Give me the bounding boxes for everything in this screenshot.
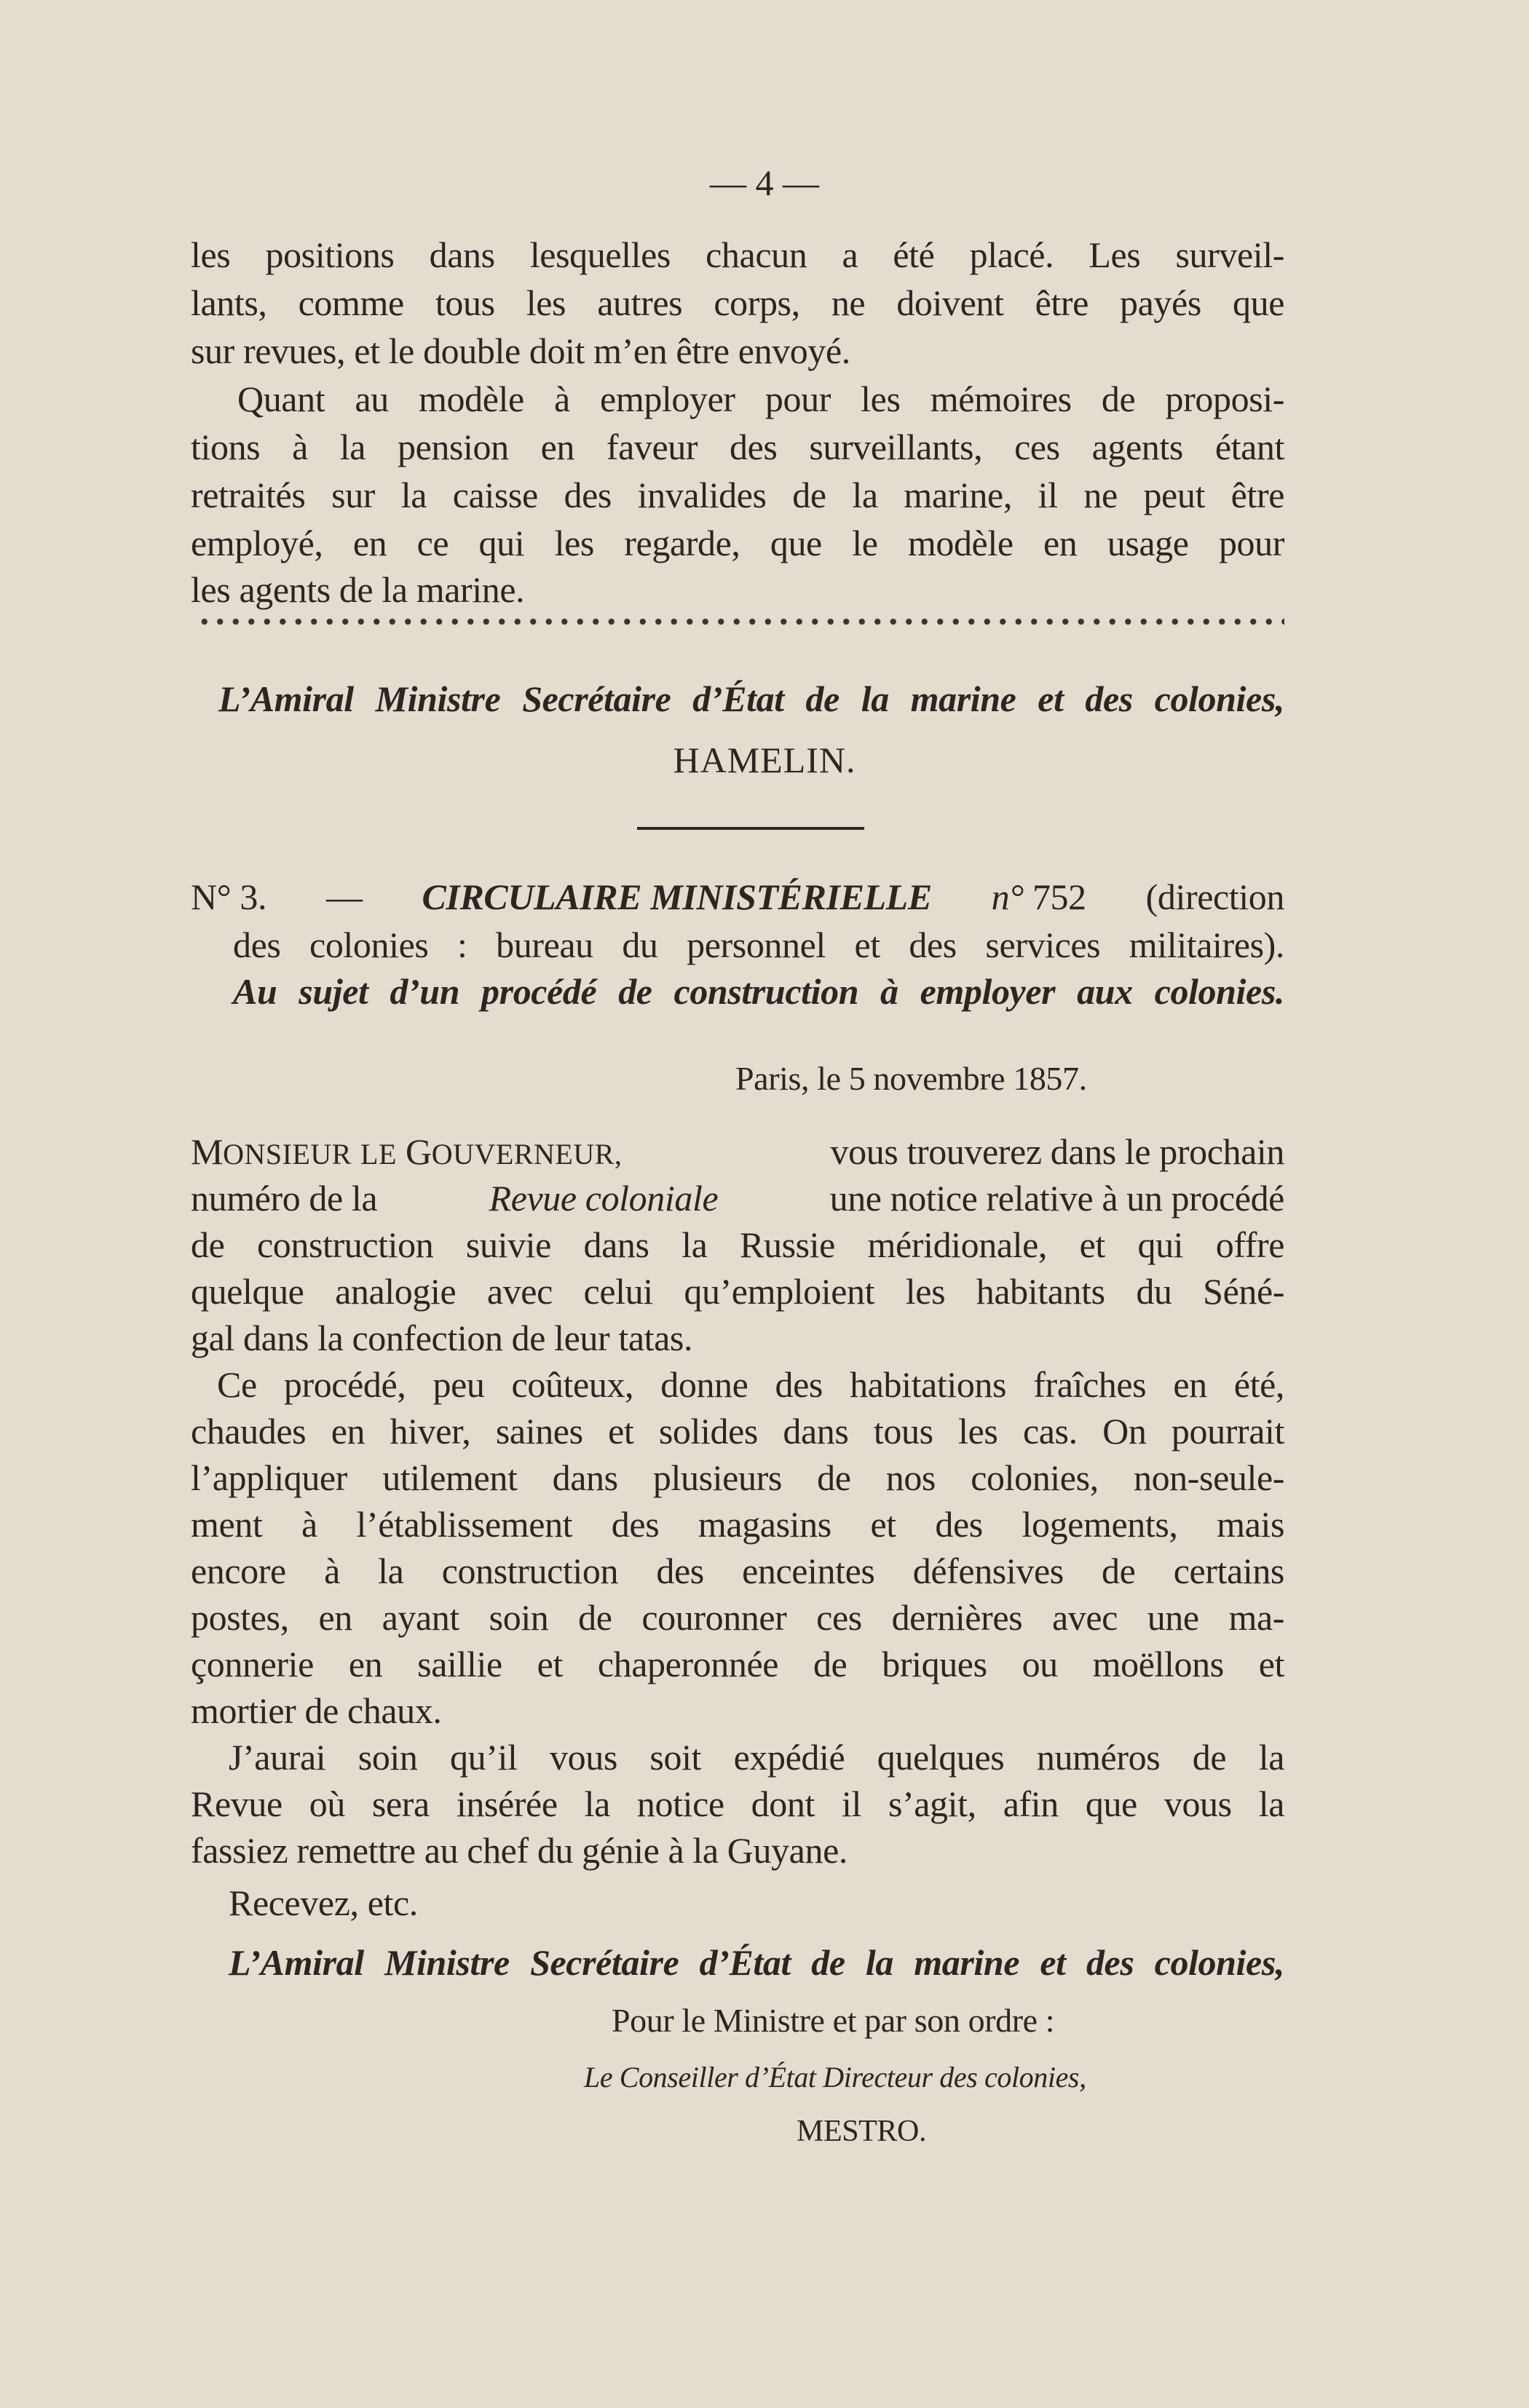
body-line: çonnerie en saillie et chaperonnée de briques ou moëllons et <box>191 1644 1284 1684</box>
paragraph-line: employé, en ce qui les regarde, que le modèle en usage pour <box>191 523 1284 563</box>
paragraph-line: Quant au modèle à employer pour les mémoires de proposi- <box>237 379 1284 419</box>
revue-coloniale-title: Revue coloniale <box>489 1178 719 1219</box>
circular-number: N° 3. <box>191 876 267 917</box>
paragraph-line: les positions dans lesquelles chacun a été placé. Les surveil- <box>191 234 1284 275</box>
body-line: J’aurai soin qu’il vous soit expédié quelques numéros de la <box>229 1737 1284 1778</box>
by-order-line: Pour le Ministre et par son ordre : <box>612 2002 1055 2039</box>
body-line: fassiez remettre au chef du génie à la Guyane. <box>191 1830 848 1871</box>
body-line: Ce procédé, peu coûteux, donne des habitations fraîches en été, <box>217 1364 1284 1405</box>
circular-subject: Au sujet d’un procédé de construction à employer aux colonies. <box>233 971 1284 1012</box>
body-line: numéro de la Revue coloniale une notice relative à un procédé <box>191 1175 1284 1221</box>
number-label: n° <box>991 876 1024 917</box>
body-line: de construction suivie dans la Russie méridionale, et qui offre <box>191 1224 1284 1265</box>
date-line: Paris, le 5 novembre 1857. <box>735 1060 1087 1097</box>
body-line: gal dans la confection de leur tatas. <box>191 1318 693 1358</box>
signature-title: L’Amiral Ministre Secrétaire d’État de la marine et des colonies, <box>229 1942 1284 1983</box>
paragraph-line: lants, comme tous les autres corps, ne doivent être payés que <box>191 282 1284 323</box>
salutation-line <box>191 1128 1284 1178</box>
signature-name: MESTRO. <box>797 2115 927 2148</box>
body-line: l’appliquer utilement dans plusieurs de nos colonies, non-seule- <box>191 1457 1284 1498</box>
salutation-rest: vous trouverez dans le prochain <box>830 1131 1284 1172</box>
body-line: postes, en ayant soin de couronner ces dernières avec une ma- <box>191 1597 1284 1638</box>
dotted-separator <box>197 613 1284 630</box>
number-value: 752 <box>1032 876 1086 917</box>
direction-text: (direction <box>1145 876 1284 917</box>
paragraph-line: les agents de la marine. <box>191 569 525 610</box>
signature-title: L’Amiral Ministre Secrétaire d’État de la marine et des colonies, <box>218 678 1284 719</box>
body-line: mortier de chaux. <box>191 1690 442 1731</box>
circular-title: CIRCULAIRE MINISTÉRIELLE <box>422 876 932 917</box>
body-line: Revue où sera insérée la notice dont il s’agit, afin que vous la <box>191 1783 1284 1824</box>
paragraph-line: tions à la pension en faveur des surveillants, ces agents étant <box>191 427 1284 467</box>
closing-line: Recevez, etc. <box>229 1882 418 1923</box>
paragraph-line: retraités sur la caisse des invalides de la marine, il ne peut être <box>191 475 1284 515</box>
body-line: encore à la construction des enceintes défensives de certains <box>191 1550 1284 1591</box>
salutation: MONSIEUR LE GOUVERNEUR, <box>191 1131 623 1172</box>
circular-heading <box>191 874 1284 920</box>
section-rule <box>637 827 864 830</box>
signature-name: HAMELIN. <box>673 740 856 780</box>
direction-line: des colonies : bureau du personnel et des services militaires). <box>233 924 1284 965</box>
page-number: — 4 — <box>710 162 819 203</box>
body-line: quelque analogie avec celui qu’emploient les habitants du Séné- <box>191 1271 1284 1312</box>
councillor-line: Le Conseiller d’État Directeur des colonies, <box>584 2061 1086 2094</box>
body-line: chaudes en hiver, saines et solides dans tous les cas. On pourrait <box>191 1411 1284 1451</box>
paragraph-line: sur revues, et le double doit m’en être envoyé. <box>191 330 850 371</box>
heading-dash: — <box>325 876 363 917</box>
body-line: ment à l’établissement des magasins et des logements, mais <box>191 1504 1284 1545</box>
